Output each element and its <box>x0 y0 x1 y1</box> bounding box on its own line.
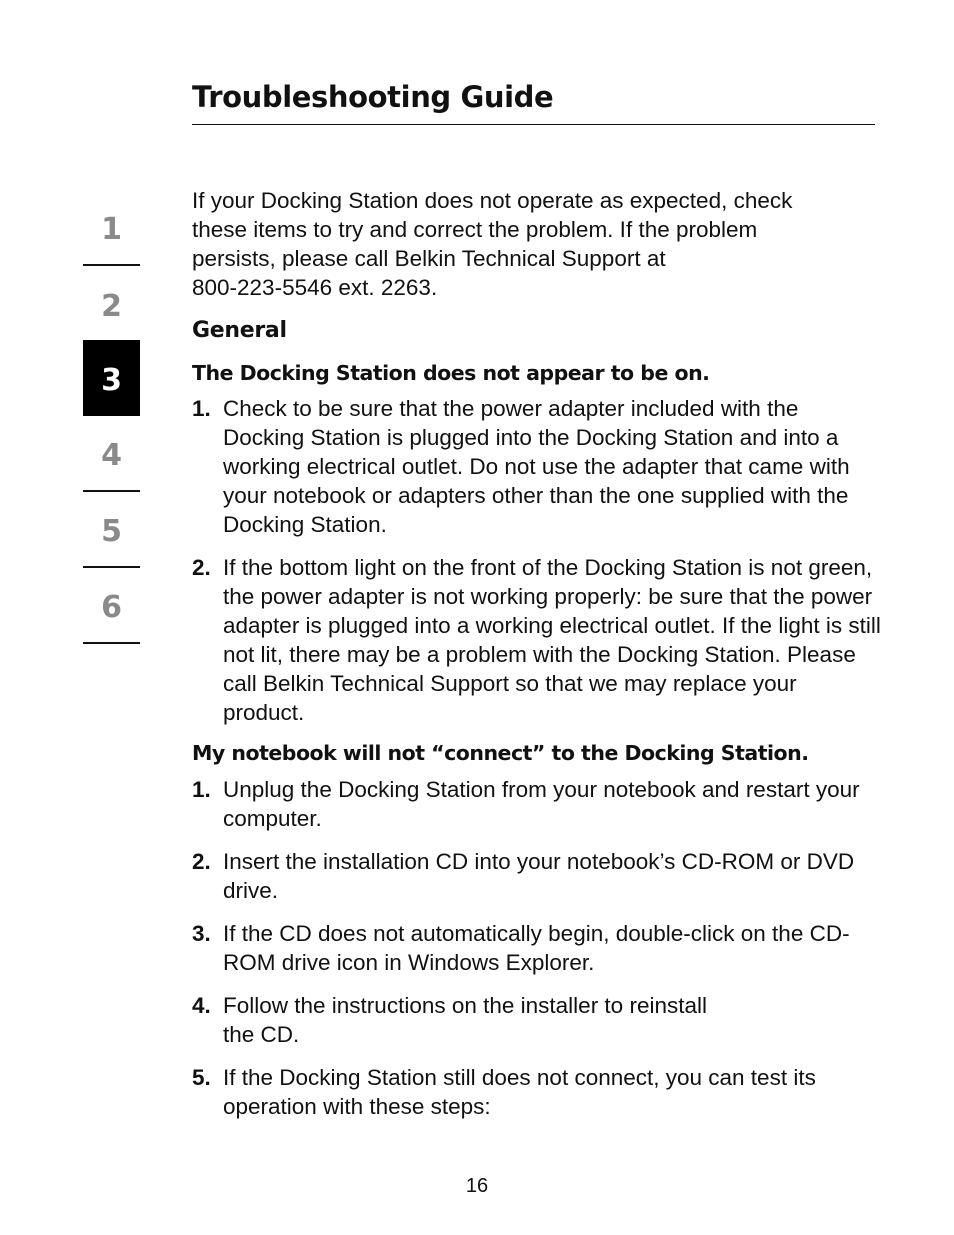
page-title: Troubleshooting Guide <box>192 80 554 114</box>
chapter-tab-3[interactable]: 3 <box>83 340 140 416</box>
section-heading-general: General <box>192 318 287 343</box>
chapter-tab-6[interactable]: 6 <box>83 568 140 644</box>
list-item-text <box>223 991 882 1049</box>
title-divider <box>192 124 875 125</box>
chapter-tab-4[interactable]: 4 <box>83 416 140 492</box>
intro-line: 800-223-5546 ext. 2263. <box>192 275 438 300</box>
list-item-text: Insert the installation CD into your notebook’s CD-ROM or DVD drive. <box>223 849 855 903</box>
list-item-number: 1. <box>192 777 211 802</box>
problem-heading-power: The Docking Station does not appear to be on. <box>192 361 710 385</box>
list-item <box>192 991 882 1049</box>
list-item <box>192 553 882 727</box>
list-item-text: If the Docking Station still does not connect, you can test its operation with these steps: <box>223 1065 816 1119</box>
list-item-number: 2. <box>192 555 211 580</box>
list-item-number: 5. <box>192 1065 211 1090</box>
list-item <box>192 847 882 905</box>
intro-line: persists, please call Belkin Technical Support at <box>192 246 666 271</box>
problem-heading-connect: My notebook will not “connect” to the Docking Station. <box>192 741 809 765</box>
intro-paragraph <box>192 186 882 302</box>
intro-line: If your Docking Station does not operate as expected, check <box>192 188 793 213</box>
list-item <box>192 394 882 539</box>
chapter-tab-2[interactable]: 2 <box>101 288 122 324</box>
intro-line: these items to try and correct the problem. If the problem <box>192 217 758 242</box>
list-item-number: 4. <box>192 993 211 1018</box>
list-item-text: If the bottom light on the front of the Docking Station is not green, the power adapter is not working properly: be sure that the power adapter is plugged into a working electrical outlet. If the light is still not lit, there may be a problem with the Docking Station. Please call Belkin Technical Support so that we may replace your product. <box>223 555 881 725</box>
list-item <box>192 919 882 977</box>
list-item-line: the CD. <box>223 1022 300 1047</box>
chapter-tab-1[interactable]: 1 <box>83 190 140 266</box>
list-item-text: Unplug the Docking Station from your notebook and restart your computer. <box>223 777 860 831</box>
list-item-line: Follow the instructions on the installer to reinstall <box>223 993 707 1018</box>
list-item-number: 3. <box>192 921 211 946</box>
chapter-tab-5[interactable]: 5 <box>83 492 140 568</box>
list-item <box>192 1063 882 1121</box>
list-item-text: If the CD does not automatically begin, double-click on the CD-ROM drive icon in Windows Explorer. <box>223 921 850 975</box>
list-item-number: 2. <box>192 849 211 874</box>
page-number: 16 <box>465 1175 489 1197</box>
list-item-text: Check to be sure that the power adapter included with the Docking Station is plugged into the Docking Station and into a working electrical outlet. Do not use the adapter that came with your notebook or adapters other than the one supplied with the Docking Station. <box>223 396 850 537</box>
list-item <box>192 775 882 833</box>
list-item-number: 1. <box>192 396 211 421</box>
